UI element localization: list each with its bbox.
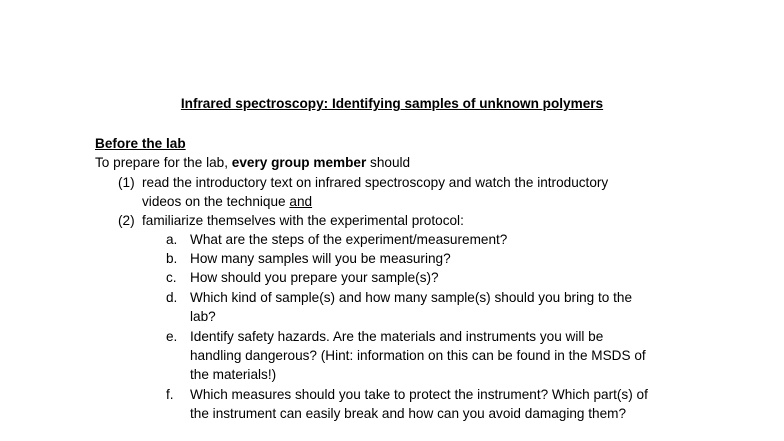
step-text: read the introductory text on infrared spectroscopy and watch the introductory bbox=[142, 175, 609, 190]
section-heading: Before the lab bbox=[95, 136, 186, 151]
sub-item-label: f. bbox=[166, 387, 174, 402]
sub-item-text: handling dangerous? (Hint: information on this can be found in the MSDS of bbox=[190, 348, 646, 363]
sub-item-label: b. bbox=[166, 251, 178, 266]
sub-item-text: How many samples will you be measuring? bbox=[190, 251, 451, 266]
intro-text-pre: To prepare for the lab, bbox=[95, 155, 228, 170]
sub-item-label: a. bbox=[166, 232, 178, 247]
step-number: (2) bbox=[118, 213, 135, 228]
step-text-pre: videos on the technique bbox=[142, 194, 286, 209]
sub-item-text: What are the steps of the experiment/measurement? bbox=[190, 232, 508, 247]
sub-item-text: lab? bbox=[190, 309, 216, 324]
sub-item-text: Which measures should you take to protect the instrument? Which part(s) of bbox=[190, 387, 648, 402]
step-text-continued bbox=[142, 192, 312, 211]
document-title: Infrared spectroscopy: Identifying samples of unknown polymers bbox=[180, 96, 604, 111]
sub-item-label: d. bbox=[166, 290, 178, 305]
sub-item-text: How should you prepare your sample(s)? bbox=[190, 270, 439, 285]
step-text: familiarize themselves with the experimental protocol: bbox=[142, 213, 464, 228]
sub-item-text: the instrument can easily break and how can you avoid damaging them? bbox=[190, 406, 627, 421]
intro-paragraph bbox=[95, 153, 410, 172]
sub-item-text: the materials!) bbox=[190, 367, 277, 382]
intro-text-bold: every group member bbox=[231, 155, 367, 170]
sub-item-text: Which kind of sample(s) and how many sample(s) should you bring to the bbox=[190, 290, 633, 305]
sub-item-label: c. bbox=[166, 270, 177, 285]
sub-item-text: Identify safety hazards. Are the materials and instruments you will be bbox=[190, 329, 604, 344]
step-number: (1) bbox=[118, 175, 135, 190]
sub-item-label: e. bbox=[166, 329, 178, 344]
intro-text-post: should bbox=[370, 155, 411, 170]
step-text-underlined: and bbox=[289, 194, 313, 209]
